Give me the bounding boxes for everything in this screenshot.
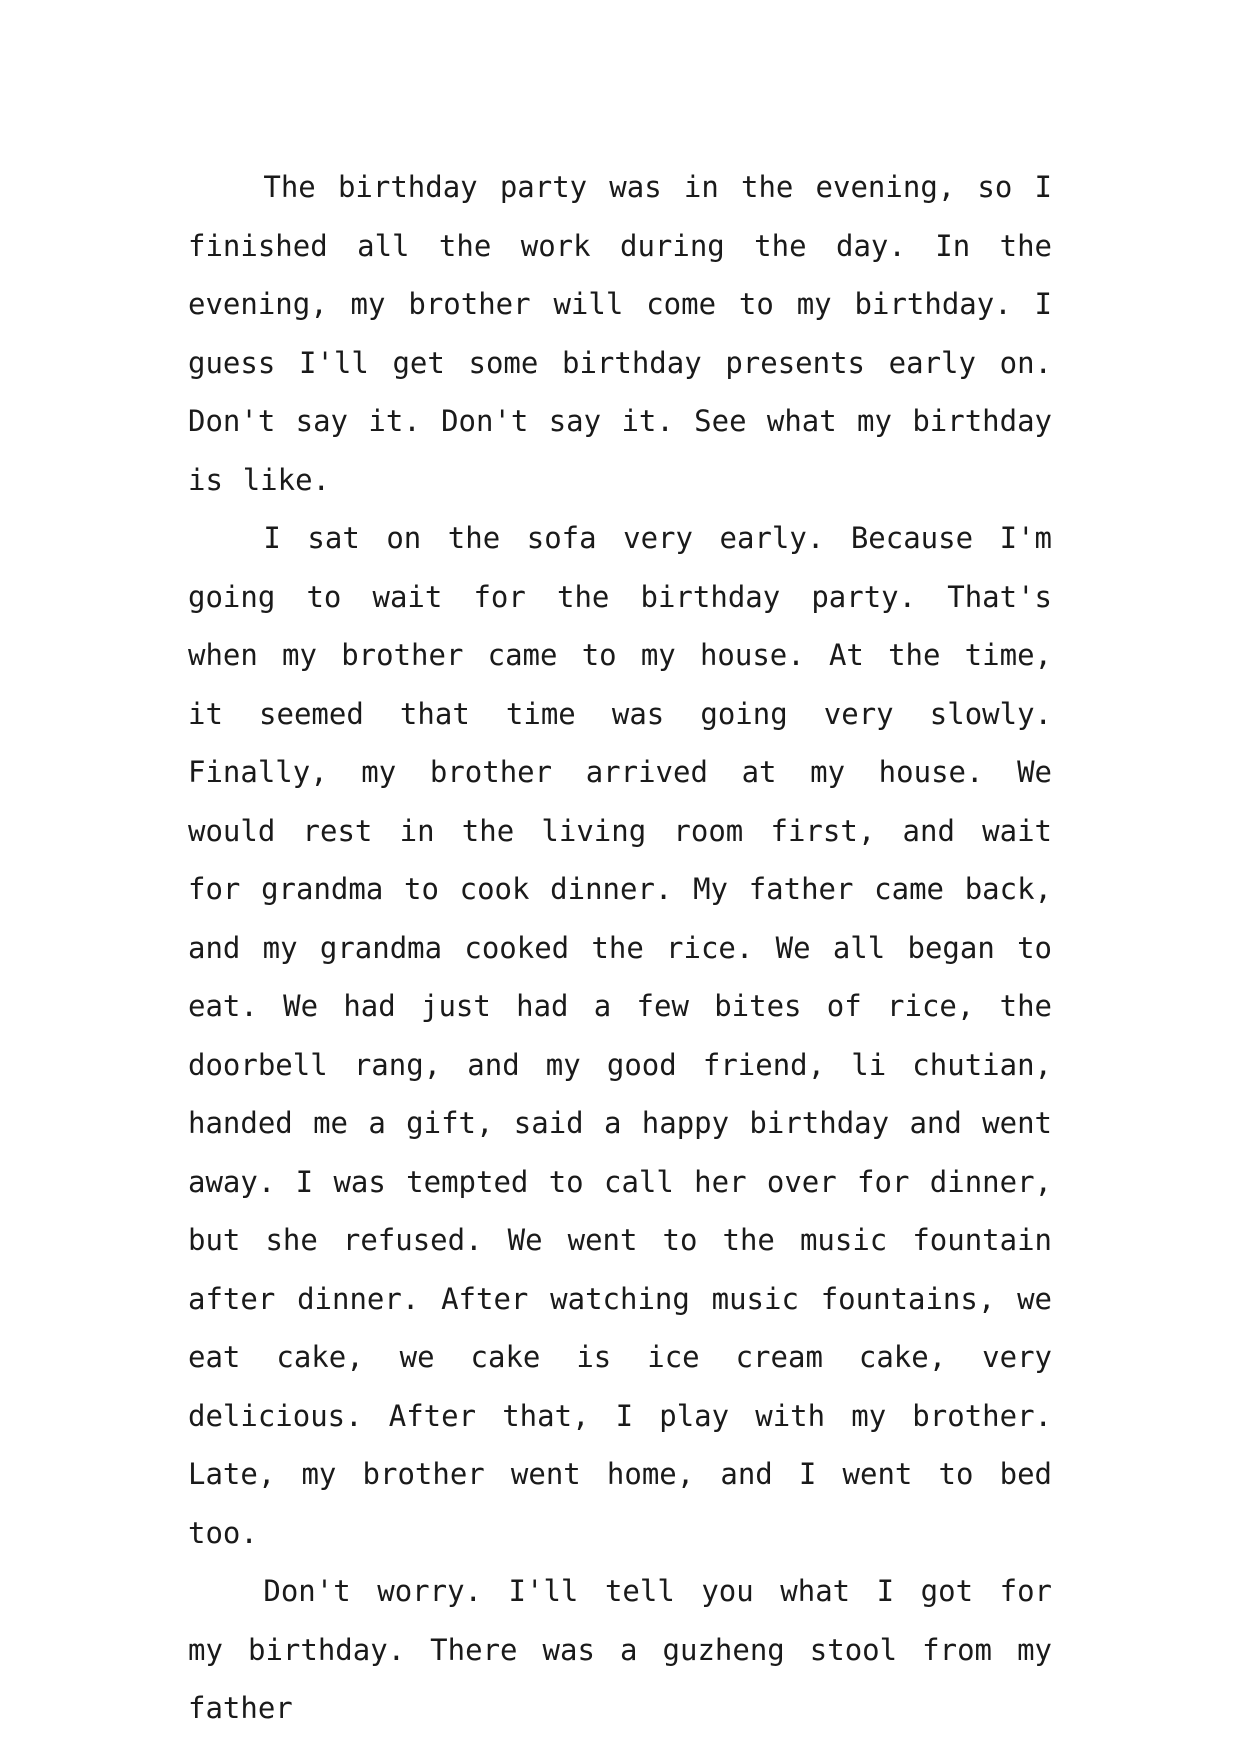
document-body (188, 158, 1052, 1738)
paragraph-1: The birthday party was in the evening, so I finished all the work during the day. In the evening, my brother will come to my birthday. I guess I'll get some birthday presents early on. Don't say it. Don't say it. See what my birthday is like. (188, 170, 1052, 497)
paragraph-3: Don't worry. I'll tell you what I got for my birthday. There was a guzheng stool from my father (188, 1574, 1052, 1725)
paragraph-2: I sat on the sofa very early. Because I'm going to wait for the birthday party. That's when my brother came to my house. At the time, it seemed that time was going very slowly. Finally, my brother arrived at my house. We would rest in the living room first, and wait for grandma to cook dinner. My father came back, and my grandma cooked the rice. We all began to eat. We had just had a few bites of rice, the doorbell rang, and my good friend, li chutian, handed me a gift, said a happy birthday and went away. I was tempted to call her over for dinner, but she refused. We went to the music fountain after dinner. After watching music fountains, we eat cake, we cake is ice cream cake, very delicious. After that, I play with my brother. Late, my brother went home, and I went to bed too. (188, 521, 1052, 1550)
